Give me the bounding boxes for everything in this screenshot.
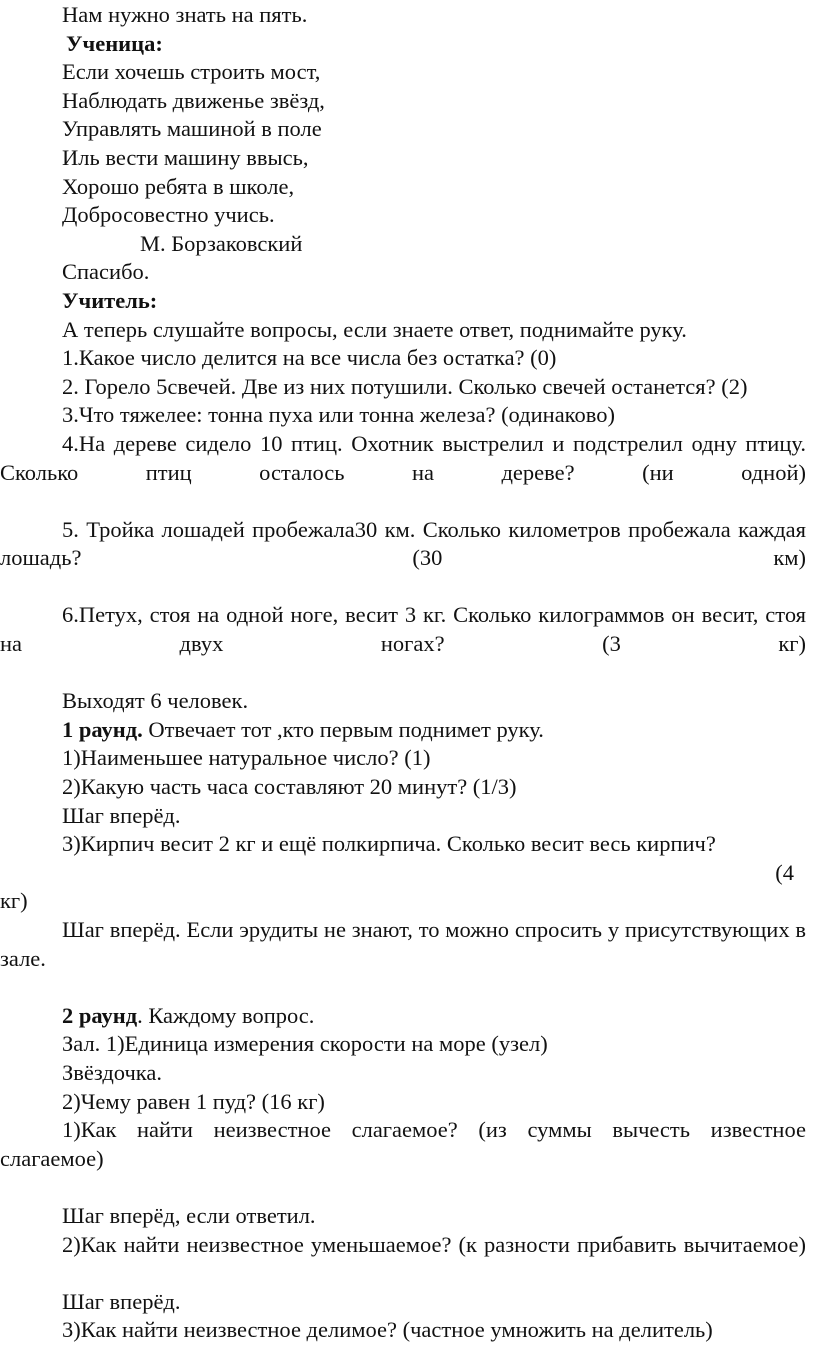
poem-line: Добросовестно учись. [62,202,275,228]
question-line: 2)Чему равен 1 пуд? (16 кг) [62,1088,325,1114]
question-paragraph: 1)Как найти неизвестное слагаемое? (из суммы вычесть известное слагаемое) [0,1117,806,1171]
question-line: 3.Что тяжелее: тонна пуха или тонна железа? (одинаково) [62,402,615,428]
round-description: . Каждому вопрос. [137,1002,315,1028]
answer-fragment: (4 [775,859,794,885]
poem-line: Наблюдать движенье звёзд, [62,87,325,113]
round-label: 2 раунд [62,1002,138,1028]
question-line: 1)Наименьшее натуральное число? (1) [62,745,431,771]
instruction-paragraph: Шаг вперёд. Если эрудиты не знают, то можно спросить у присутствующих в зале. [0,917,806,971]
speaker-student: Ученица: [66,30,163,56]
poem-line: Иль вести машину ввысь, [62,144,309,170]
question-paragraph: 2)Как найти неизвестное уменьшаемое? (к разности прибавить вычитаемое) [62,1231,806,1257]
text-line: Нам нужно знать на пять. [62,2,308,27]
question-paragraph: 6.Петух, стоя на одной ноге, весит 3 кг. Сколько килограммов он весит, стоя на двух ногах? (3 кг) [0,602,806,657]
text-line: Спасибо. [62,259,150,285]
question-line: 2. Горело 5свечей. Две из них потушили. Сколько свечей останется? (2) [62,373,748,399]
round-1-heading [0,716,812,745]
answer-fragment: кг) [0,888,28,914]
round-label: 1 раунд. [62,716,143,742]
question-line: 2)Какую часть часа составляют 20 минут? (1/3) [62,774,517,800]
poem-author: М. Борзаковский [140,230,303,256]
text-line: Звёздочка. [62,1059,162,1085]
text-line: Выходят 6 человек. [62,688,249,714]
question-line: 1.Какое число делится на все числа без остатка? (0) [62,345,557,371]
poem-line: Хорошо ребята в школе, [62,173,295,199]
speaker-teacher: Учитель: [62,287,158,313]
question-line: 3)Кирпич весит 2 кг и ещё полкирпича. Сколько весит весь кирпич? [62,831,716,857]
poem-line: Управлять машиной в поле [62,116,322,142]
question-paragraph: 4.На дереве сидело 10 птиц. Охотник выстрелил и подстрелил одну птицу. Сколько птиц осталось на дереве? (ни одной) [0,430,806,485]
text-line: Шаг вперёд. [62,802,181,828]
question-line: 3)Как найти неизвестное делимое? (частное умножить на делитель) [62,1317,713,1343]
question-line: Зал. 1)Единица измерения скорости на море (узел) [62,1031,548,1057]
question-paragraph: 5. Тройка лошадей пробежала30 км. Сколько километров пробежала каждая лошадь? (30 км) [0,516,806,571]
text-line: А теперь слушайте вопросы, если знаете ответ, поднимайте руку. [62,316,687,342]
round-description: Отвечает тот ,кто первым поднимет руку. [142,716,544,742]
round-2-heading [0,1002,812,1031]
text-line: Шаг вперёд, если ответил. [62,1202,316,1228]
text-line: Шаг вперёд. [62,1288,181,1314]
poem-line: Если хочешь строить мост, [62,59,321,85]
